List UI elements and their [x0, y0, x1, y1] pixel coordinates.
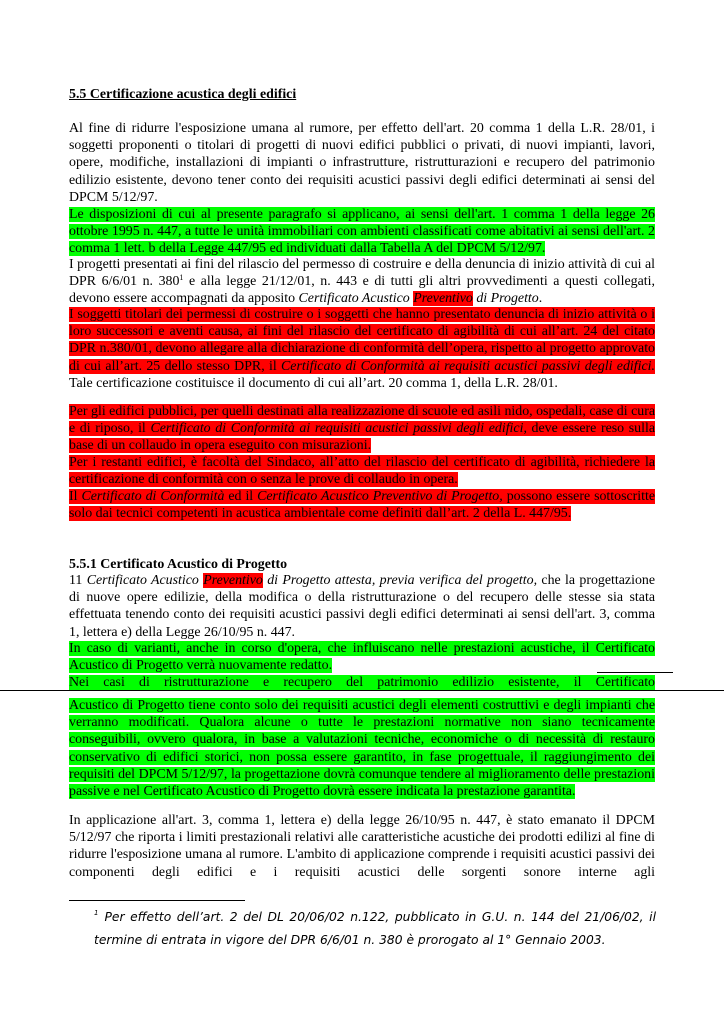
- paragraph-conformity: I soggetti titolari dei permessi di costruire o i soggetti che hanno presentato denuncia di inizio attività o i loro successori e aventi causa, ai fini del rilascio del certificato di agibilità di cui all’art. 24 del citato DPR n.380/01, devono allegare alla dichiarazione di conformità dell’opera, rispetto al progetto approvato di cui all’art. 25 dello stesso DPR, il Certificato di Conformità ai requisiti acustici passivi degli edifici. Tale certificazione costituisce il documento di cui all’art. 20 comma 1, della L.R. 28/01.: [69, 307, 655, 391]
- paragraph-intro: Al fine di ridurre l'esposizione umana al rumore, per effetto dell'art. 20 comma 1 della L.R. 28/01, i soggetti proponenti o titolari di progetti di nuovi edifici pubblici o privati, di nuovi impianti, lavori, opere, modifiche, installazioni di impianti o infrastrutture, ristrutturazioni e recupero del patrimonio edilizio esistente, devono tener conto dei requisiti acustici passivi degli edifici determinati ai sensi del DPCM 5/12/97.: [69, 121, 655, 205]
- red-highlight: I soggetti titolari dei permessi di costruire o i soggetti che hanno presentato denuncia di inizio attività o i loro successori e aventi causa, ai fini del rilascio del certificato di agibilità di cui all’art. 24 del citato DPR n.380/01, devono allegare alla dichiarazione di conformità dell’opera, rispetto al progetto approvato di cui all’art. 25 dello stesso DPR, il Certificato di Conformità ai requisiti acustici passivi degli edifici.: [69, 307, 655, 374]
- paragraph-renovation-continued: [69, 697, 655, 800]
- paragraph-scope: [69, 206, 655, 258]
- subsection-heading: 5.5.1 Certificato Acustico di Progetto: [69, 557, 288, 572]
- paragraph-signatories: [69, 488, 655, 522]
- footnote-text: Per effetto dell’art. 2 del DL 20/06/02 n.122, pubblicato in G.U. n. 144 del 21/06/02, il termine di entrata in vigore del DPR 6/6/01 n. 380 è prorogato al 1° Gennaio 2003.: [94, 910, 656, 947]
- green-highlight: Nei casi di ristrutturazione e recupero del patrimonio edilizio esistente, il Certificato: [69, 675, 655, 690]
- paragraph-public-buildings: [69, 403, 655, 455]
- footnote-marker: 1: [94, 909, 99, 917]
- footnote: [94, 906, 656, 952]
- red-highlight: Per i restanti edifici, è facoltà del Sindaco, all’atto del rilascio del certificato di agibilità, richiedere la certificazione di conformità con o senza le prove di collaudo in opera.: [69, 455, 655, 488]
- paragraph-projects: I progetti presentati ai fini del rilascio del permesso di costruire e della denuncia di inizio attività di cui al DPR 6/6/01 n. $380^1$ e alla legge 21/12/01, n. 443 e di tutti gli altri provvedimenti a questi collegati, devono essere accompagnati da apposito Certificato Acustico Preventivo di Progetto.: [69, 257, 655, 307]
- paragraph-dpcm: In applicazione all'art. 3, comma 1, lettera e) della legge 26/10/95 n. 447, è stato emanato il DPCM 5/12/97 che riporta i limiti prestazionali relativi alle caratteristiche acustiche dei prodotti edilizi al fine di ridurre l'esposizione umana al rumore. L'ambito di applicazione comprende i requisiti acustici passivi dei componenti degli edifici e i requisiti acustici delle sorgenti sonore interne agli: [69, 813, 655, 880]
- paragraph-variants: [69, 640, 655, 674]
- paragraph-other-buildings: [69, 454, 655, 488]
- footnote-separator: [69, 900, 245, 901]
- red-highlight: Preventivo: [203, 573, 263, 588]
- short-rule: [597, 672, 673, 673]
- red-highlight: Il Certificato di Conformità ed il Certificato Acustico Preventivo di Progetto, possono essere sottoscritte solo dai tecnici competenti in acustica ambientale come definiti dall’art. 2 della L. 447/95.: [69, 489, 656, 522]
- green-highlight: Acustico di Progetto tiene conto solo dei requisiti acustici degli elementi costruttivi e degli impianti che verranno modificati. Qualora alcune o tutte le prestazioni normative non siano tecnicamente conseguibili, ovvero qualora, in base a valutazioni tecniche, economiche o di necessità di restauro conservativo di edifici storici, non possa essere garantito, in fase progettuale, il raggiungimento dei requisiti del DPCM 5/12/97, la progettazione dovrà comunque tendere al miglioramento delle prestazioni passive e nel Certificato Acustico di Progetto dovrà essere indicata la prestazione garantita.: [69, 698, 655, 800]
- paragraph-certificate-definition: 11 Certificato Acustico Preventivo di Progetto attesta, previa verifica del progetto, che la progettazione di nuove opere edilizie, della modifica o della ristrutturazione o del recupero delle stesse sia stata effettuata tenendo conto dei requisiti acustici passivi degli edifici determinati ai sensi dell'art. 3, comma 1, lettera e) della Legge 26/10/95 n. 447.: [69, 573, 656, 640]
- green-highlight: Le disposizioni di cui al presente paragrafo si applicano, ai sensi dell'art. 1 comma 1 della legge 26 ottobre 1995 n. 447, a tutte le unità immobiliari con ambienti classificati come abitativi ai sensi dell'art. 2 comma 1 lett. b della Legge 447/95 ed individuati dalla Tabella A del DPCM 5/12/97.: [69, 207, 655, 257]
- red-highlight: Preventivo: [413, 291, 473, 307]
- paragraph-renovation-start: [69, 674, 655, 691]
- footnote-reference: 1: [179, 273, 184, 283]
- section-heading: 5.5 Certificazione acustica degli edifici: [69, 87, 297, 102]
- page-break-rule: [0, 690, 724, 691]
- red-highlight: Per gli edifici pubblici, per quelli destinati alla realizzazione di scuole ed asili nido, ospedali, case di cura e di riposo, il Certificato di Conformità ai requisiti acustici passivi degli edifici, deve essere reso sulla base di un collaudo in opera eseguito con misurazioni.: [69, 404, 655, 454]
- green-highlight: In caso di varianti, anche in corso d'opera, che influiscano nelle prestazioni acustiche, il Certificato Acustico di Progetto verrà nuovamente redatto.: [69, 641, 655, 674]
